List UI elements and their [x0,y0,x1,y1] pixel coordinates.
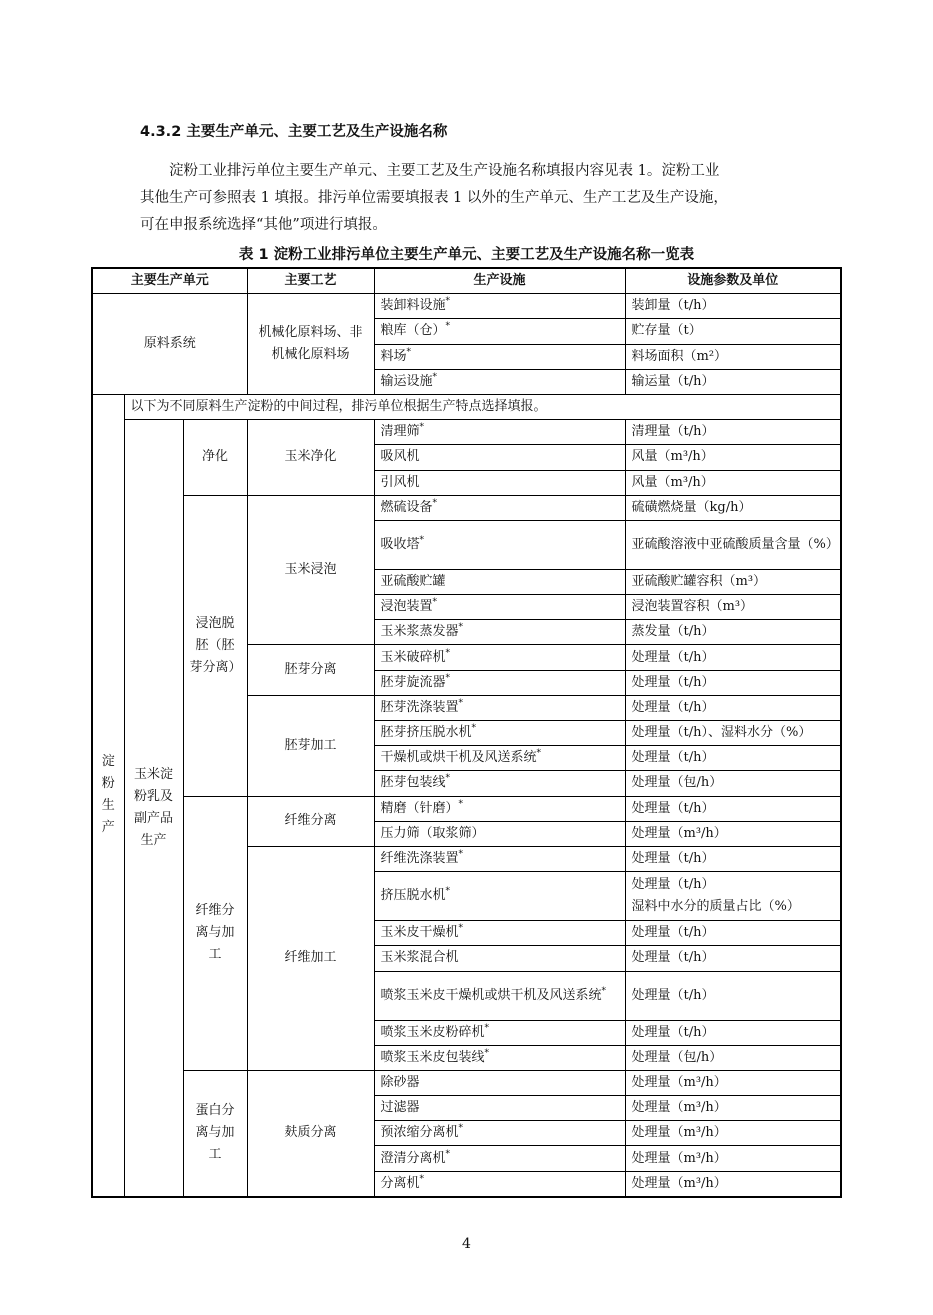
param-cell: 处理量（m³/h） [625,821,841,846]
facility-cell: 喷浆玉米皮包装线* [374,1045,625,1070]
param-cell: 装卸量（t/h） [625,294,841,319]
param-cell: 贮存量（t） [625,319,841,344]
header-unit: 主要生产单元 [92,268,247,294]
param-cell: 处理量（m³/h） [625,1070,841,1095]
param-cell: 蒸发量（t/h） [625,620,841,645]
starch-unit-cell: 淀粉生产 [92,394,124,1196]
facility-cell: 玉米浆蒸发器* [374,620,625,645]
process-cell: 纤维分离 [247,796,374,846]
stage-cell: 浸泡脱胚（胚芽分离） [183,495,247,796]
section-heading: 4.3.2 主要生产单元、主要工艺及生产设施名称 [140,124,448,140]
facility-cell: 喷浆玉米皮干燥机或烘干机及风送系统* [374,971,625,1020]
param-line: 湿料中水分的质量占比（%） [631,899,800,915]
process-cell: 胚芽分离 [247,645,374,695]
facility-table [91,267,842,1198]
facility-cell: 玉米皮干燥机* [374,921,625,946]
param-cell: 处理量（t/h） [625,921,841,946]
table-title: 表 1 淀粉工业排污单位主要生产单元、主要工艺及生产设施名称一览表 [238,247,695,263]
header-param: 设施参数及单位 [625,268,841,294]
param-cell: 输运量（t/h） [625,369,841,394]
intro-line-2: 其他生产可参照表 1 填报。排污单位需要填报表 1 以外的生产单元、生产工艺及生产设施， [140,190,728,206]
table-row [92,495,841,520]
page-number: 4 [462,1236,471,1252]
facility-cell: 过滤器 [374,1096,625,1121]
param-cell: 亚硫酸贮罐容积（m³） [625,569,841,594]
facility-cell: 纤维洗涤装置* [374,846,625,871]
facility-cell: 干燥机或烘干机及风送系统* [374,746,625,771]
header-facility: 生产设施 [374,268,625,294]
process-cell: 玉米净化 [247,420,374,496]
facility-cell: 精磨（针磨）* [374,796,625,821]
param-cell: 处理量（t/h） [625,645,841,670]
facility-cell: 压力筛（取浆筛） [374,821,625,846]
param-cell: 处理量（m³/h） [625,1171,841,1197]
param-cell: 料场面积（m²） [625,344,841,369]
facility-cell: 装卸料设施* [374,294,625,319]
param-cell: 处理量（t/h） [625,946,841,971]
intro-line-1: 淀粉工业排污单位主要生产单元、主要工艺及生产设施名称填报内容见表 1。淀粉工业 [169,163,720,179]
param-cell: 处理量（包/h） [625,771,841,796]
facility-cell: 玉米浆混合机 [374,946,625,971]
header-process: 主要工艺 [247,268,374,294]
table-row [92,394,841,419]
facility-cell: 燃硫设备* [374,495,625,520]
facility-cell: 胚芽洗涤装置* [374,695,625,720]
param-cell: 处理量（m³/h） [625,1121,841,1146]
param-cell: 处理量（m³/h） [625,1096,841,1121]
facility-cell: 清理筛* [374,420,625,445]
intro-paragraph [140,158,805,239]
starch-note-cell: 以下为不同原料生产淀粉的中间过程，排污单位根据生产特点选择填报。 [124,394,841,419]
param-cell: 处理量（t/h） [625,971,841,1020]
param-cell: 硫磺燃烧量（kg/h） [625,495,841,520]
unit-cell: 原料系统 [92,294,247,395]
param-cell [625,872,841,921]
param-cell: 处理量（包/h） [625,1045,841,1070]
facility-cell: 澄清分离机* [374,1146,625,1171]
facility-cell: 预浓缩分离机* [374,1121,625,1146]
table-row [92,796,841,821]
facility-cell: 玉米破碎机* [374,645,625,670]
param-cell: 清理量（t/h） [625,420,841,445]
intro-line-3: 可在申报系统选择“其他”项进行填报。 [140,217,387,233]
param-cell: 处理量（t/h）、湿料水分（%） [625,721,841,746]
facility-cell: 胚芽包装线* [374,771,625,796]
facility-cell: 料场* [374,344,625,369]
param-cell: 处理量（t/h） [625,1020,841,1045]
param-cell: 浸泡装置容积（m³） [625,595,841,620]
process-cell: 玉米浸泡 [247,495,374,645]
facility-cell: 分离机* [374,1171,625,1197]
product-cell: 玉米淀粉乳及副产品生产 [124,420,183,1197]
facility-cell: 亚硫酸贮罐 [374,569,625,594]
param-cell: 风量（m³/h） [625,445,841,470]
facility-cell: 吸收塔* [374,520,625,569]
facility-cell: 输运设施* [374,369,625,394]
stage-cell: 净化 [183,420,247,496]
facility-cell: 吸风机 [374,445,625,470]
param-line: 处理量（t/h） [631,877,715,893]
param-cell: 处理量（t/h） [625,796,841,821]
facility-cell: 胚芽旋流器* [374,670,625,695]
facility-cell: 挤压脱水机* [374,872,625,921]
param-cell: 处理量（t/h） [625,846,841,871]
param-cell: 风量（m³/h） [625,470,841,495]
process-cell: 胚芽加工 [247,695,374,796]
param-cell: 亚硫酸溶液中亚硫酸质量含量（%） [625,520,841,569]
table-row [92,1070,841,1095]
table-row [92,420,841,445]
facility-cell: 胚芽挤压脱水机* [374,721,625,746]
param-cell: 处理量（t/h） [625,695,841,720]
table-header-row [92,268,841,294]
facility-cell: 除砂器 [374,1070,625,1095]
stage-cell: 蛋白分离与加工 [183,1070,247,1196]
param-cell: 处理量（m³/h） [625,1146,841,1171]
param-cell: 处理量（t/h） [625,746,841,771]
facility-cell: 浸泡装置* [374,595,625,620]
stage-cell: 纤维分离与加工 [183,796,247,1070]
facility-cell: 引风机 [374,470,625,495]
process-cell: 麸质分离 [247,1070,374,1196]
table-row [92,294,841,319]
facility-cell: 喷浆玉米皮粉碎机* [374,1020,625,1045]
process-cell: 纤维加工 [247,846,374,1070]
process-cell: 机械化原料场、非机械化原料场 [247,294,374,395]
facility-cell: 粮库（仓）* [374,319,625,344]
param-cell: 处理量（t/h） [625,670,841,695]
